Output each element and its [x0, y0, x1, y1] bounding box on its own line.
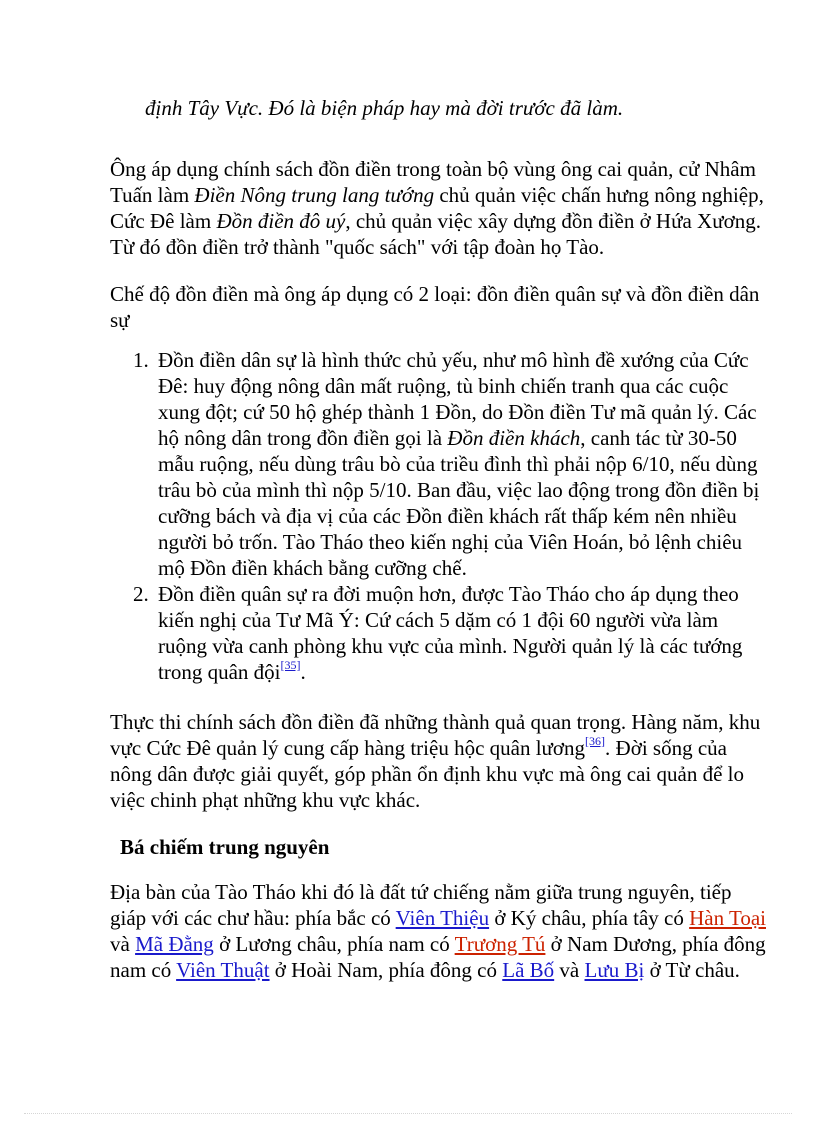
text: Thực thi chính sách đồn điền đã những thành quả quan trọng. Hàng năm, khu vực Cức Đê quản lý cung cấp hàng triệu hộc quân lương — [110, 710, 761, 760]
title-italic: Đồn điền đô uý — [216, 209, 346, 233]
footnote-ref-36[interactable]: [36] — [585, 734, 606, 748]
paragraph-4 — [110, 879, 770, 983]
text: Địa bàn của Tào Tháo khi đó là đất tứ chiếng nằm giữa trung nguyên, tiếp giáp với các chư hầu: phía bắc có — [110, 880, 732, 930]
text: và — [110, 932, 136, 956]
page-bottom-divider — [24, 1113, 792, 1114]
numbered-list — [110, 347, 770, 685]
text: ở Lương châu, phía nam có — [213, 932, 455, 956]
link-luu-bi[interactable]: Lưu Bị — [584, 958, 645, 982]
text: Đồn điền dân sự là hình thức chủ yếu, như mô hình đề xướng của Cức Đê: huy động nông dân mất ruộng, tù binh chiến tranh qua các cuộc xung đột; cứ 50 hộ ghép thành 1 Đồn, do Đồn điền Tư mã quản lý. Các hộ nông dân trong đồn điền gọi là — [158, 348, 757, 450]
paragraph-2: Chế độ đồn điền mà ông áp dụng có 2 loại: đồn điền quân sự và đồn điền dân sự — [110, 282, 760, 332]
link-han-toai[interactable]: Hàn Toại — [689, 906, 766, 930]
text: Đồn điền quân sự ra đời muộn hơn, được Tào Tháo cho áp dụng theo kiến nghị của Tư Mã Ý: Cứ cách 5 dặm có 1 đội 60 người vừa làm ruộng vừa canh phòng khu vực của mình. Người quản lý là các tướng trong quân đội — [158, 582, 743, 684]
text: Ông áp dụng chính sách đồn điền trong toàn bộ vùng ông cai quản, cử Nhâm Tuấn làm — [110, 157, 756, 207]
text: . — [300, 660, 306, 684]
paragraph-1 — [110, 156, 770, 260]
text: . Đời sống của nông dân được giải quyết, góp phần ổn định khu vực mà ông cai quản để lo việc chinh phạt những khu vực khác. — [110, 736, 744, 812]
paragraph-3 — [110, 709, 770, 813]
intro-line: định Tây Vực. Đó là biện pháp hay mà đời trước đã làm. — [145, 96, 624, 120]
text: , canh tác từ 30-50 mẫu ruộng, nếu dùng trâu bò của triều đình thì phải nộp 6/10, nếu dùng trâu bò của mình thì nộp 5/10. Ban đầu, việc lao động trong đồn điền bị cưỡng bách và địa vị của các Đồn điền khách rất thấp kém nên nhiều người bỏ trốn. Tào Tháo theo kiến nghị của Viên Hoán, bỏ lệnh chiêu mộ Đồn điền khách bằng cưỡng chế. — [158, 426, 760, 580]
link-vien-thuat[interactable]: Viên Thuật — [176, 958, 270, 982]
link-la-bo[interactable]: Lã Bố — [502, 958, 555, 982]
list-item — [110, 347, 770, 581]
text: , chủ quản việc xây dựng đồn điền ở Hứa Xương. Từ đó đồn điền trở thành "quốc sách" với tập đoàn họ Tào. — [110, 209, 761, 259]
text: ở Nam Dương, phía đông nam có — [110, 932, 766, 982]
link-ma-dang[interactable]: Mã Đằng — [135, 932, 214, 956]
text: ở Từ châu. — [644, 958, 740, 982]
section-heading: Bá chiếm trung nguyên — [120, 835, 330, 859]
term-italic: Đồn điền khách — [447, 426, 581, 450]
list-number: 1. — [133, 348, 149, 372]
link-truong-tu[interactable]: Trương Tú — [454, 932, 546, 956]
list-item — [110, 581, 770, 685]
link-vien-thieu[interactable]: Viên Thiệu — [395, 906, 490, 930]
footnote-ref-35[interactable]: [35] — [280, 658, 301, 672]
text: chủ quản việc chấn hưng nông nghiệp, Cức Đê làm — [110, 183, 764, 233]
text: ở Hoài Nam, phía đông có — [269, 958, 503, 982]
text: và — [554, 958, 585, 982]
title-italic: Điền Nông trung lang tướng — [194, 183, 435, 207]
list-number: 2. — [133, 582, 149, 606]
text: ở Ký châu, phía tây có — [489, 906, 690, 930]
